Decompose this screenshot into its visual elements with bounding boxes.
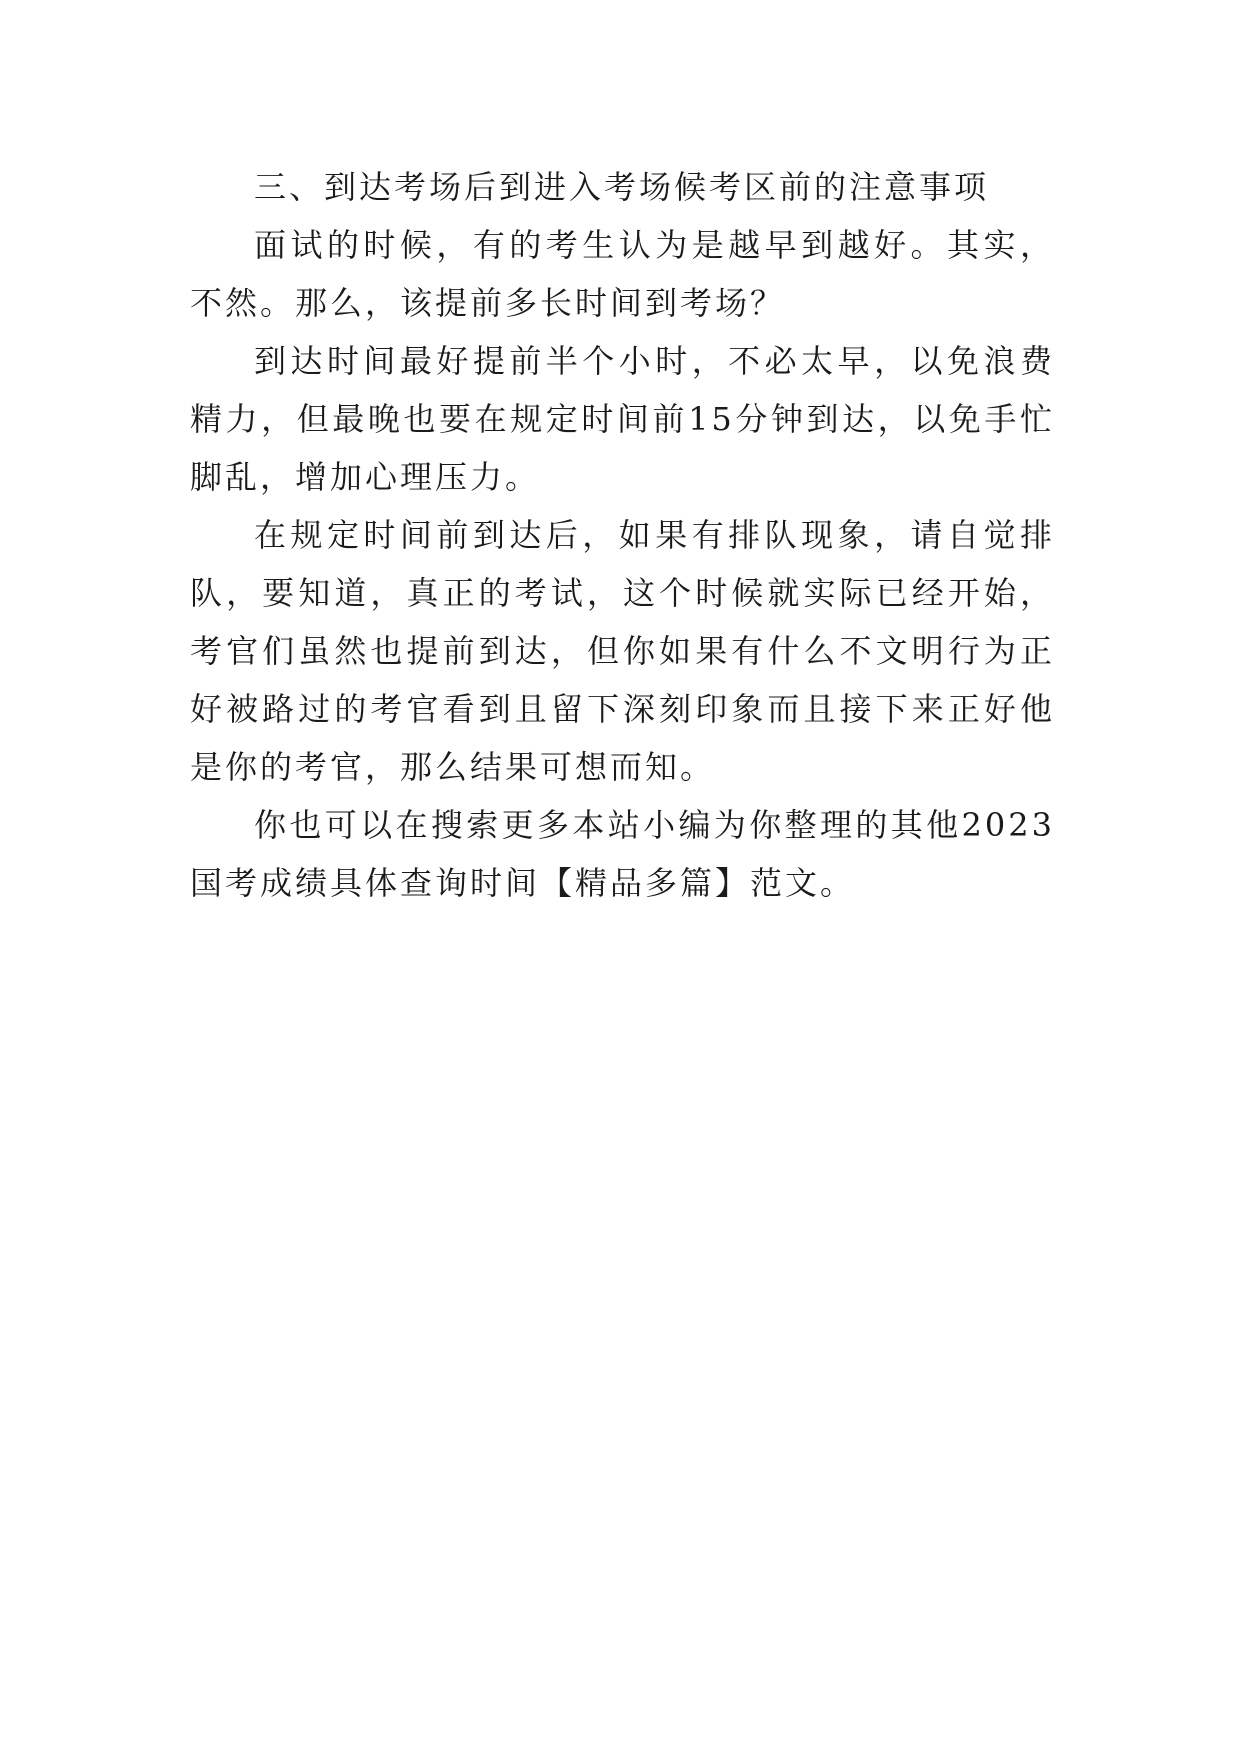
- paragraph-queue-etiquette: 在规定时间前到达后，如果有排队现象，请自觉排队，要知道，真正的考试，这个时候就实际已经开始，考官们虽然也提前到达，但你如果有什么不文明行为正好被路过的考官看到且留下深刻印象而且接下来正好他是你的考官，那么结果可想而知。: [190, 516, 1055, 786]
- paragraph-closing: 你也可以在搜索更多本站小编为你整理的其他2023国考成绩具体查询时间【精品多篇】范文。: [190, 806, 1055, 902]
- paragraph-intro: 面试的时候，有的考生认为是越早到越好。其实，不然。那么，该提前多长时间到考场？: [190, 226, 1055, 322]
- paragraph-arrival-time: 到达时间最好提前半个小时，不必太早，以免浪费精力，但最晚也要在规定时间前15分钟到达，以免手忙脚乱，增加心理压力。: [190, 342, 1055, 496]
- document-body: [190, 158, 1055, 912]
- section-heading: 三、到达考场后到进入考场候考区前的注意事项: [254, 168, 990, 206]
